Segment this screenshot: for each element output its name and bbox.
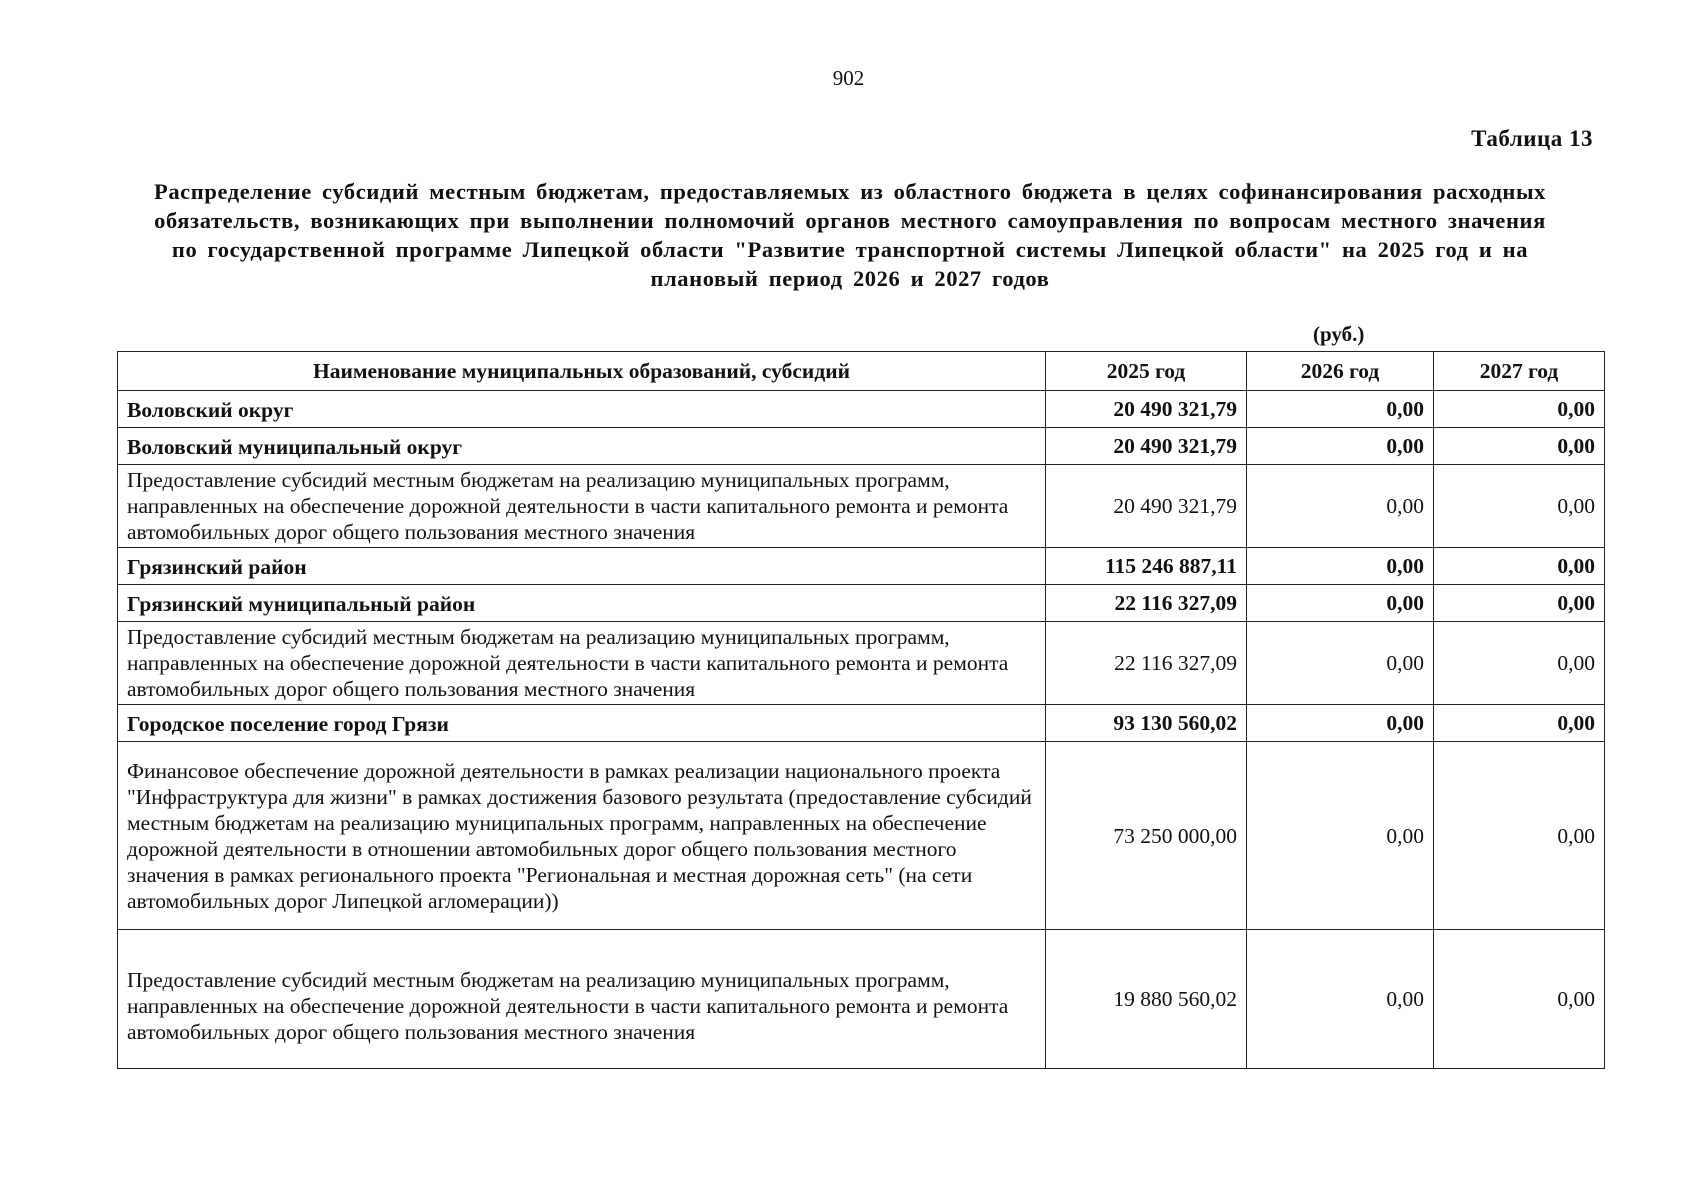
row-value-2026: 0,00 bbox=[1247, 391, 1434, 428]
table-row bbox=[118, 622, 1605, 705]
row-value-2025: 19 880 560,02 bbox=[1046, 930, 1247, 1069]
row-name: Воловский округ bbox=[118, 391, 1046, 428]
units-label: (руб.) bbox=[1313, 322, 1365, 346]
row-value-2027: 0,00 bbox=[1434, 428, 1605, 465]
row-value-2026: 0,00 bbox=[1247, 705, 1434, 742]
row-value-2027: 0,00 bbox=[1434, 705, 1605, 742]
row-value-2025: 22 116 327,09 bbox=[1046, 585, 1247, 622]
row-value-2025: 93 130 560,02 bbox=[1046, 705, 1247, 742]
header-2026: 2026 год bbox=[1247, 352, 1434, 391]
row-name: Воловский муниципальный округ bbox=[118, 428, 1046, 465]
row-value-2026: 0,00 bbox=[1247, 548, 1434, 585]
header-2027: 2027 год bbox=[1434, 352, 1605, 391]
row-name: Финансовое обеспечение дорожной деятельности в рамках реализации национального проекта "Инфраструктура для жизни" в рамках достижения базового результата (предоставление субсидий местным бюджетам на реализацию муниципальных программ, направленных на обеспечение дорожной деятельности в отношении автомобильных дорог общего пользования местного значения в рамках регионального проекта "Региональная и местная дорожная сеть" (на сети автомобильных дорог Липецкой агломерации)) bbox=[118, 742, 1046, 930]
header-2025: 2025 год bbox=[1046, 352, 1247, 391]
page-number: 902 bbox=[832, 66, 865, 90]
row-name: Грязинский район bbox=[118, 548, 1046, 585]
row-value-2026: 0,00 bbox=[1247, 930, 1434, 1069]
row-name: Предоставление субсидий местным бюджетам на реализацию муниципальных программ, направленных на обеспечение дорожной деятельности в части капитального ремонта и ремонта автомобильных дорог общего пользования местного значения bbox=[118, 930, 1046, 1069]
row-value-2027: 0,00 bbox=[1434, 622, 1605, 705]
table-row bbox=[118, 585, 1605, 622]
row-value-2027: 0,00 bbox=[1434, 585, 1605, 622]
row-value-2025: 20 490 321,79 bbox=[1046, 465, 1247, 548]
row-value-2025: 20 490 321,79 bbox=[1046, 391, 1247, 428]
table-row bbox=[118, 548, 1605, 585]
row-value-2027: 0,00 bbox=[1434, 465, 1605, 548]
row-value-2025: 20 490 321,79 bbox=[1046, 428, 1247, 465]
table-row bbox=[118, 742, 1605, 930]
row-value-2026: 0,00 bbox=[1247, 622, 1434, 705]
row-value-2027: 0,00 bbox=[1434, 548, 1605, 585]
row-value-2027: 0,00 bbox=[1434, 742, 1605, 930]
row-value-2026: 0,00 bbox=[1247, 585, 1434, 622]
row-value-2025: 73 250 000,00 bbox=[1046, 742, 1247, 930]
row-value-2026: 0,00 bbox=[1247, 742, 1434, 930]
table-row bbox=[118, 930, 1605, 1069]
row-name: Городское поселение город Грязи bbox=[118, 705, 1046, 742]
header-name: Наименование муниципальных образований, субсидий bbox=[118, 352, 1046, 391]
row-value-2027: 0,00 bbox=[1434, 930, 1605, 1069]
table-label: Таблица 13 bbox=[1471, 126, 1593, 151]
row-value-2026: 0,00 bbox=[1247, 428, 1434, 465]
table-header-row bbox=[118, 352, 1605, 391]
row-value-2025: 115 246 887,11 bbox=[1046, 548, 1247, 585]
row-value-2026: 0,00 bbox=[1247, 465, 1434, 548]
table-row bbox=[118, 428, 1605, 465]
table-row bbox=[118, 391, 1605, 428]
row-value-2027: 0,00 bbox=[1434, 391, 1605, 428]
subsidy-distribution-table bbox=[117, 351, 1605, 1069]
row-name: Предоставление субсидий местным бюджетам на реализацию муниципальных программ, направленных на обеспечение дорожной деятельности в части капитального ремонта и ремонта автомобильных дорог общего пользования местного значения bbox=[118, 465, 1046, 548]
table-row bbox=[118, 705, 1605, 742]
row-value-2025: 22 116 327,09 bbox=[1046, 622, 1247, 705]
row-name: Грязинский муниципальный район bbox=[118, 585, 1046, 622]
table-row bbox=[118, 465, 1605, 548]
row-name: Предоставление субсидий местным бюджетам на реализацию муниципальных программ, направленных на обеспечение дорожной деятельности в части капитального ремонта и ремонта автомобильных дорог общего пользования местного значения bbox=[118, 622, 1046, 705]
document-title: Распределение субсидий местным бюджетам, предоставляемых из областного бюджета в целях софинансирования расходных обязательств, возникающих при выполнении полномочий органов местного самоуправления по вопросам местного значения по государственной программе Липецкой области "Развитие транспортной системы Липецкой области" на 2025 год и на плановый период 2026 и 2027 годов bbox=[153, 179, 1547, 291]
